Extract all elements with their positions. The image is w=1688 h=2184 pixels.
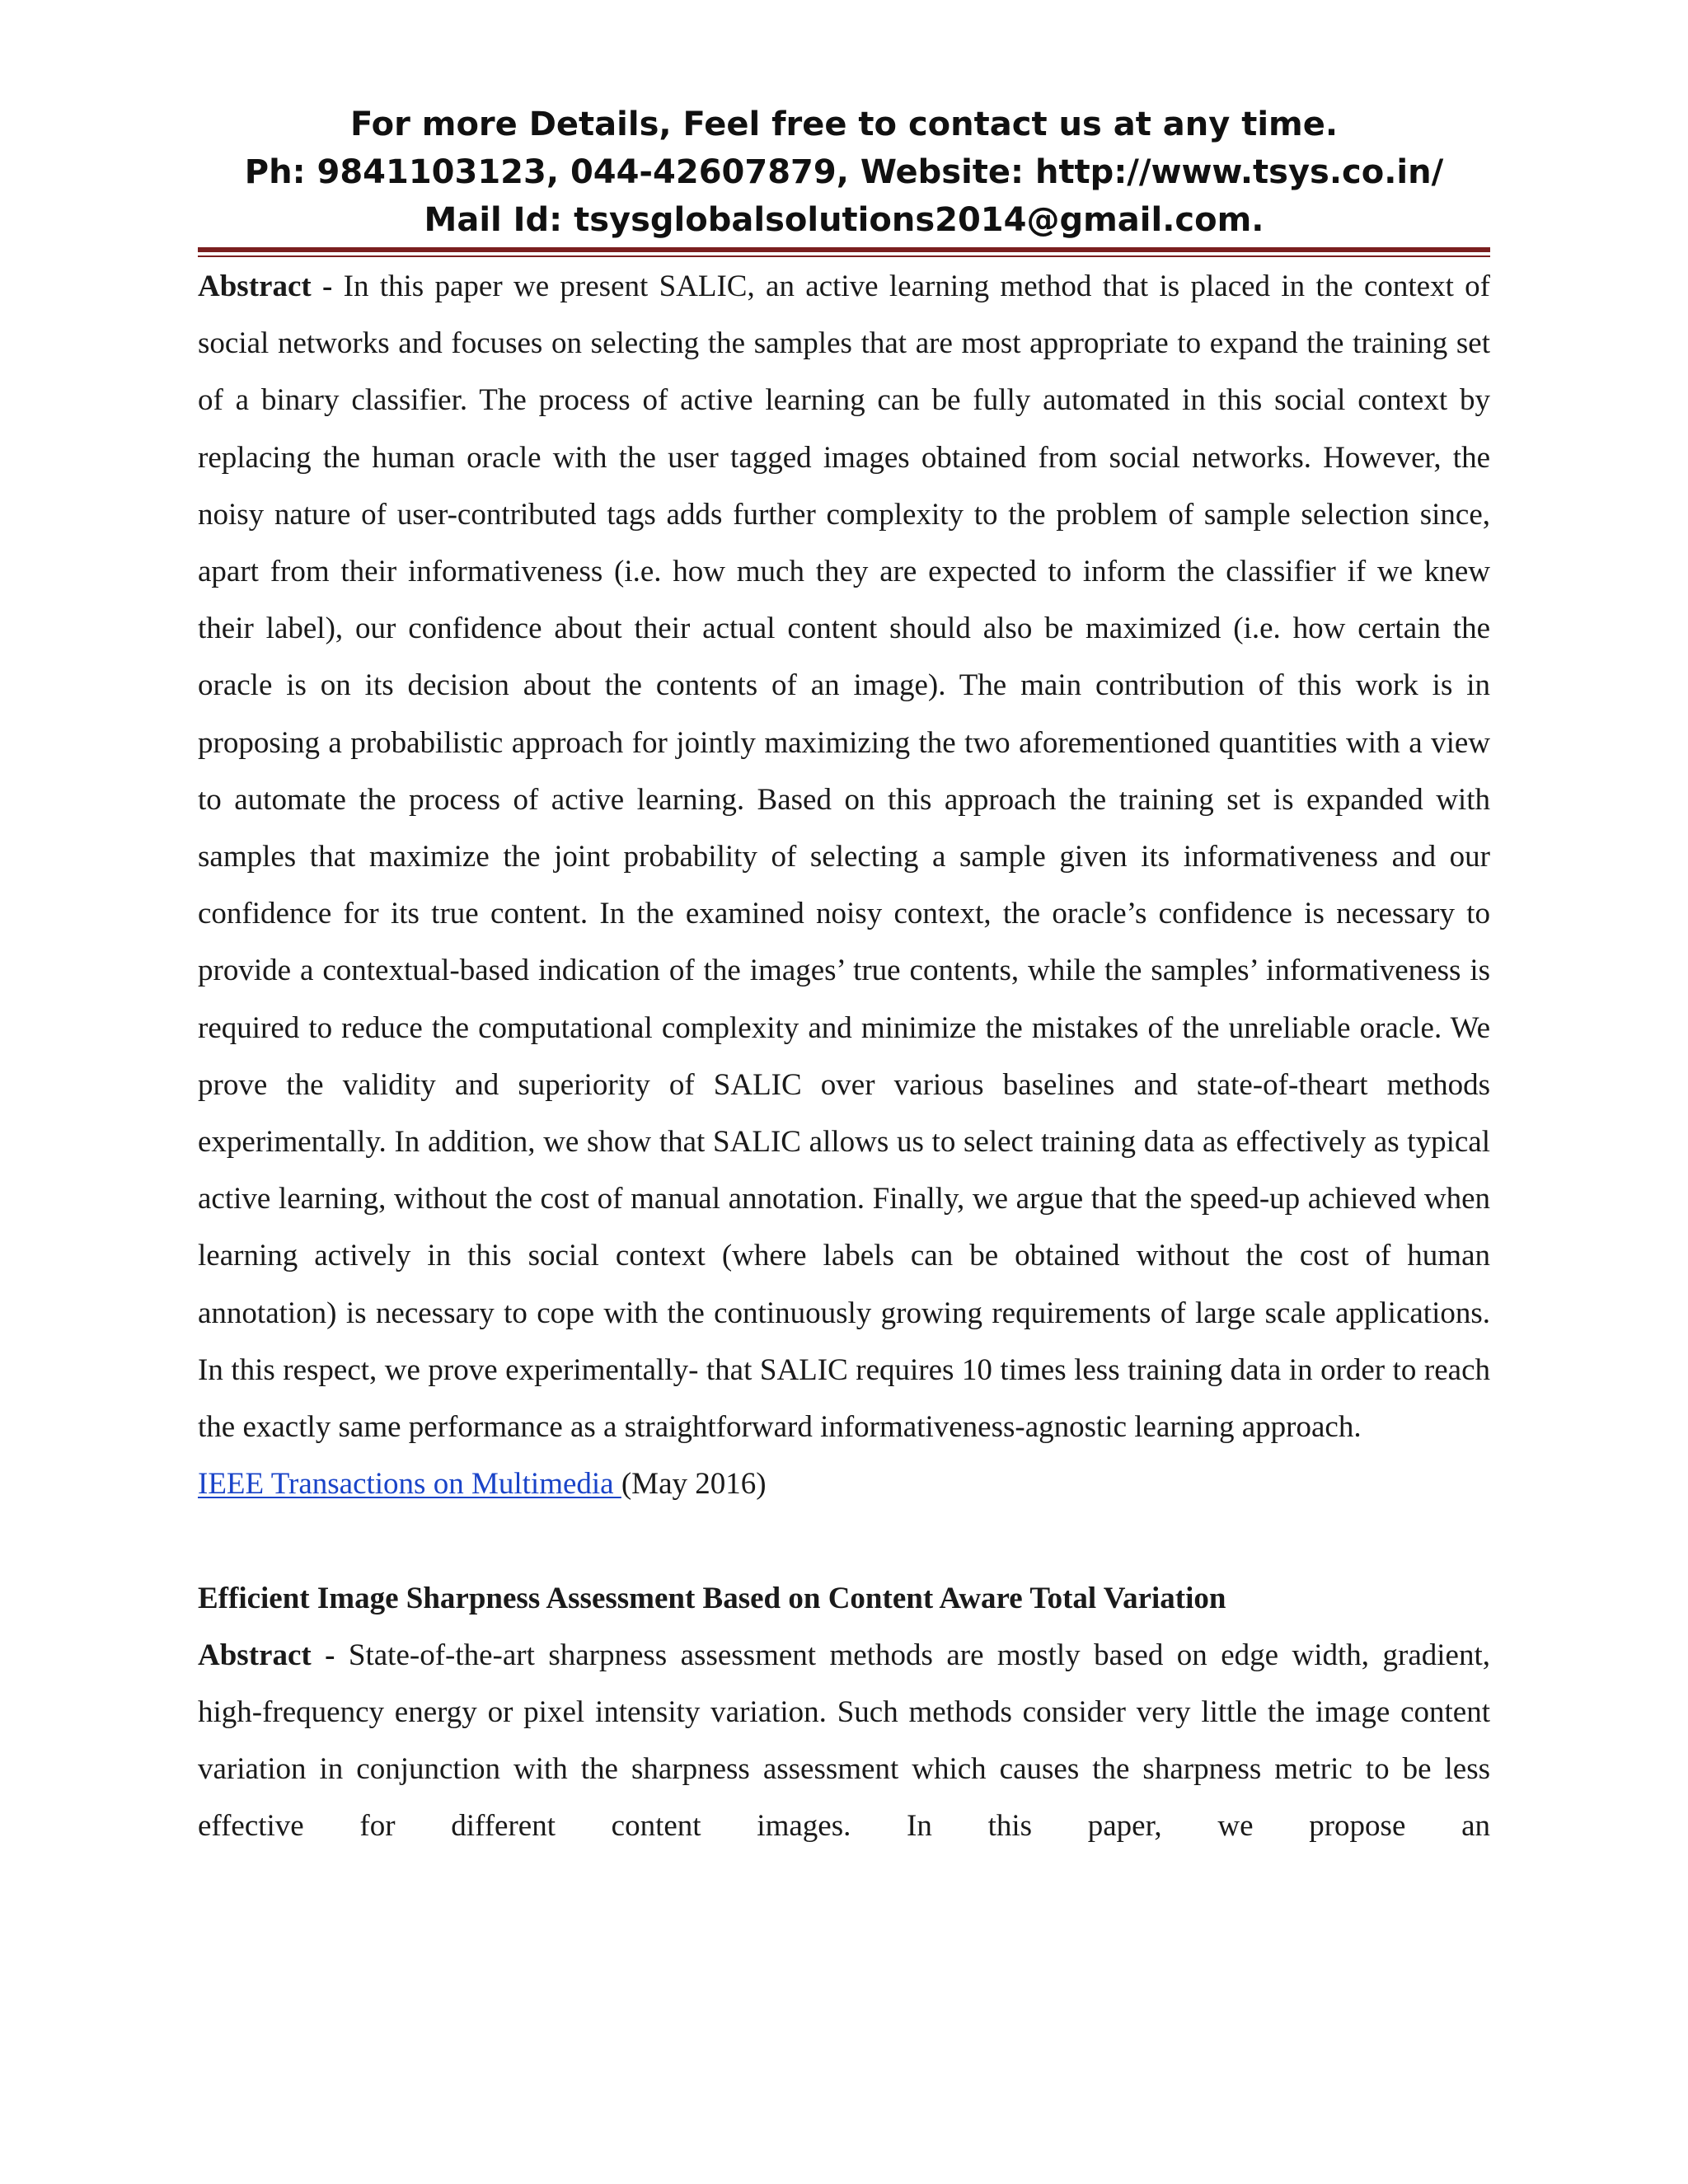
abstract-text: In this paper we present SALIC, an active learning method that is placed in the context of social networks and focuses on selecting the samples that are most appropriate to expand the training set of a binary classifier. The process of active learning can be fully automated in this social context by replacing the human oracle with the user tagged images obtained from social networks. However, the noisy nature of user-contributed tags adds further complexity to the problem of sample selection since, apart from their informativeness (i.e. how much they are expected to inform the classifier if we knew their label), our confidence about their actual content should also be maximized (i.e. how certain the oracle is on its decision about the contents of an image). The main contribution of this work is in proposing a probabilistic approach for jointly maximizing the two aforementioned quantities with a view to automate the process of active learning. Based on this approach the training set is expanded with samples that maximize the joint probability of selecting a sample given its informativeness and our confidence for its true content. In the examined noisy context, the oracle’s confidence is necessary to provide a contextual-based indication of the images’ true contents, while the samples’ informativeness is required to reduce the computational complexity and minimize the mistakes of the unreliable oracle. We prove the validity and superiority of SALIC over various baselines and state-of-theart methods experimentally. In addition, we show that SALIC allows us to select training data as effectively as typical active learning, without the cost of manual annotation. Finally, we argue that the speed-up achieved when learning actively in this social context (where labels can be obtained without the cost of human annotation) is necessary to cope with the continuously growing requirements of large scale applications. In this respect, we prove experimentally- that SALIC requires 10 times less training data in order to reach the exactly same performance as a straightforward informativeness-agnostic learning approach. (198, 269, 1490, 1445)
paper1-citation (198, 1455, 1490, 1512)
header-divider-thick (198, 247, 1490, 252)
spacer (198, 1512, 1490, 1569)
header-line-email: Mail Id: tsysglobalsolutions2014@gmail.com. (424, 201, 1264, 239)
header-line-phone-website: Ph: 9841103123, 044-42607879, Website: http://www.tsys.co.in/ (244, 153, 1444, 191)
journal-link[interactable]: IEEE Transactions on Multimedia (198, 1467, 621, 1502)
abstract-text: State-of-the-art sharpness assessment methods are mostly based on edge width, gradient, high-frequency energy or pixel intensity variation. Such methods consider very little the image content variation in conjunction with the sharpness assessment which causes the sharpness metric to be less effective for different content images. In this paper, we propose an (198, 1638, 1490, 1844)
paper2-title: Efficient Image Sharpness Assessment Based on Content Aware Total Variation (198, 1581, 1226, 1615)
contact-header (0, 101, 1688, 244)
document-body (198, 258, 1490, 1855)
header-line-contact: For more Details, Feel free to contact us at any time. (349, 105, 1339, 143)
publication-date: (May 2016) (621, 1467, 767, 1502)
abstract-label: Abstract - (198, 1638, 335, 1672)
header-divider-thin (198, 255, 1490, 257)
paper2-abstract (198, 1627, 1490, 1855)
abstract-label: Abstract - (198, 269, 333, 303)
paper1-abstract (198, 258, 1490, 1455)
